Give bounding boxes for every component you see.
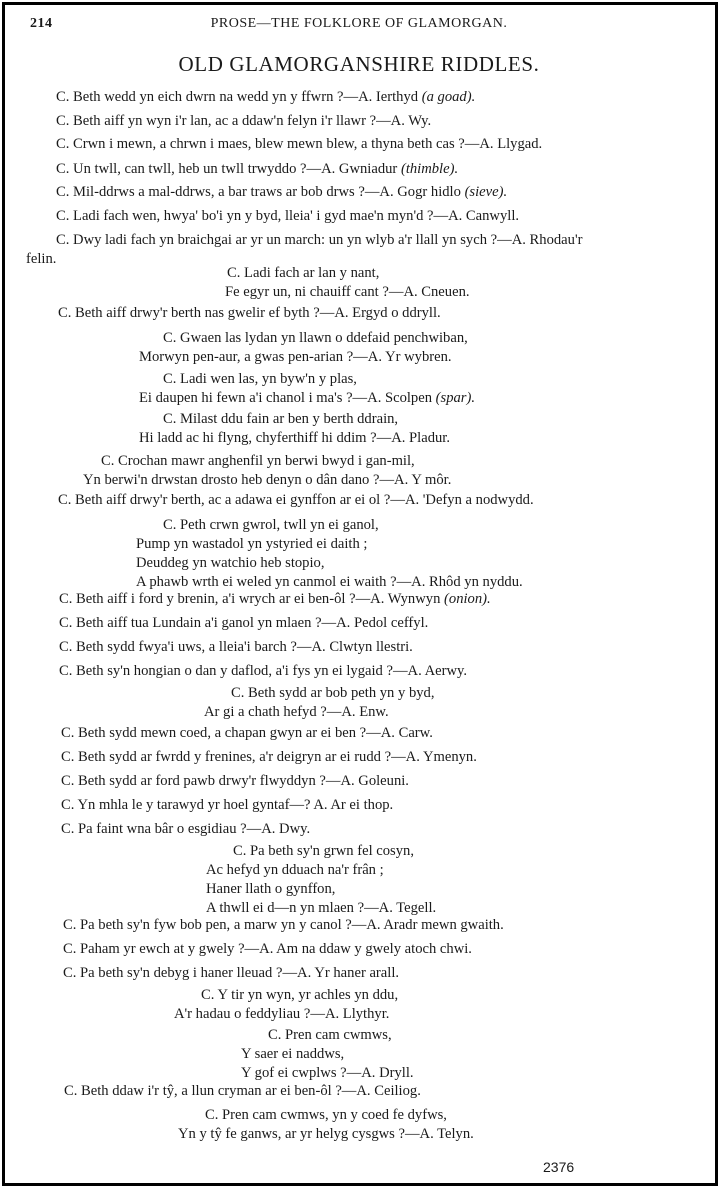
running-title: PROSE—THE FOLKLORE OF GLAMORGAN. bbox=[210, 16, 508, 31]
riddle-question: C. Y tir yn wyn, yr achles yn ddu, bbox=[201, 987, 399, 1003]
riddle-30 bbox=[174, 986, 399, 1024]
riddle-question: C. Peth crwn gwrol, twll yn ei ganol, bbox=[163, 517, 379, 533]
riddle-question: C. Beth aiff i ford y brenin, a'i wrych ar ei ben-ôl ?—A. Wynwyn (onion). bbox=[59, 591, 491, 607]
riddle-23 bbox=[61, 772, 409, 791]
riddle-question: C. Pa beth sy'n fyw bob pen, a marw yn y canol ?—A. Aradr mewn gwaith. bbox=[63, 917, 504, 933]
riddle-question: C. Milast ddu fain ar ben y berth ddrain, bbox=[163, 411, 399, 427]
riddle-note: (onion). bbox=[444, 591, 491, 607]
riddle-2 bbox=[56, 112, 431, 131]
riddle-22 bbox=[61, 748, 477, 767]
riddle-5 bbox=[56, 183, 507, 202]
riddle-line: A phawb wrth ei weled yn canmol ei waith ?—A. Rhôd yn nyddu. bbox=[136, 574, 523, 590]
riddle-line: Ac hefyd yn dduach na'r frân ; bbox=[206, 862, 384, 878]
riddle-line: Yn y tŷ fe ganws, ar yr helyg cysgws ?—A. Telyn. bbox=[178, 1126, 474, 1142]
riddle-question: C. Beth aiff tua Lundain a'i ganol yn mlaen ?—A. Pedol ceffyl. bbox=[59, 615, 429, 631]
riddle-question: C. Beth aiff drwy'r berth nas gwelir ef byth ?—A. Ergyd o ddryll. bbox=[58, 305, 441, 321]
riddle-28 bbox=[63, 940, 472, 959]
riddle-17 bbox=[59, 614, 428, 633]
riddle-32 bbox=[64, 1082, 421, 1101]
riddle-12 bbox=[139, 410, 451, 448]
page-title: OLD GLAMORGANSHIRE RIDDLES. bbox=[178, 52, 540, 76]
riddle-27 bbox=[63, 916, 504, 935]
riddle-31 bbox=[241, 1026, 414, 1083]
riddle-line: Haner llath o gynffon, bbox=[206, 881, 336, 897]
riddle-question: C. Mil-ddrws a mal-ddrws, a bar traws ar bob drws ?—A. Gogr hidlo (sieve). bbox=[56, 184, 508, 200]
riddle-line: Y gof ei cwplws ?—A. Dryll. bbox=[241, 1065, 414, 1081]
riddle-question: C. Crochan mawr anghenfil yn berwi bwyd i gan-mil, bbox=[101, 453, 415, 469]
riddle-24 bbox=[61, 796, 393, 815]
riddle-question: C. Beth sydd ar fwrdd y frenines, a'r deigryn ar ei rudd ?—A. Ymenyn. bbox=[61, 749, 477, 765]
page-number: 214 bbox=[30, 16, 53, 31]
riddle-19 bbox=[59, 662, 467, 681]
riddle-note: (sieve). bbox=[464, 184, 508, 200]
riddle-question: C. Pa faint wna bâr o esgidiau ?—A. Dwy. bbox=[61, 821, 311, 837]
riddle-question: C. Beth sy'n hongian o dan y daflod, a'i fys yn ei lygaid ?—A. Aerwy. bbox=[59, 663, 468, 679]
riddle-11 bbox=[139, 370, 475, 408]
riddle-question: C. Ladi fach wen, hwya' bo'i yn y byd, lleia' i gyd mae'n myn'd ?—A. Canwyll. bbox=[56, 208, 520, 224]
riddle-20 bbox=[204, 684, 435, 722]
riddle-question: C. Pren cam cwmws, bbox=[268, 1027, 392, 1043]
archive-number: 2376 bbox=[543, 1159, 575, 1175]
riddle-question: C. Un twll, can twll, heb un twll trwyddo ?—A. Gwniadur (thimble). bbox=[56, 161, 459, 177]
riddle-question: C. Crwn i mewn, a chrwn i maes, blew mewn blew, a thyna beth cas ?—A. Llygad. bbox=[56, 136, 543, 152]
riddle-question: C. Paham yr ewch at y gwely ?—A. Am na ddaw y gwely atoch chwi. bbox=[63, 941, 472, 957]
riddle-line: Ar gi a chath hefyd ?—A. Enw. bbox=[204, 704, 389, 720]
riddle-question: C. Gwaen las lydan yn llawn o ddefaid penchwiban, bbox=[163, 330, 468, 346]
riddle-question: C. Pa beth sy'n grwn fel cosyn, bbox=[233, 843, 414, 859]
riddle-line: A'r hadau o feddyliau ?—A. Llythyr. bbox=[174, 1006, 390, 1022]
riddle-note: (thimble). bbox=[400, 161, 459, 177]
riddle-line: Ei daupen hi fewn a'i chanol i ma's ?—A. Scolpen (spar). bbox=[139, 390, 475, 406]
riddle-8 bbox=[227, 264, 470, 302]
riddle-4 bbox=[56, 160, 458, 179]
riddle-line: Y saer ei naddws, bbox=[241, 1046, 345, 1062]
riddle-question: C. Beth sydd fwya'i uws, a lleia'i barch ?—A. Clwtyn llestri. bbox=[59, 639, 413, 655]
riddle-29 bbox=[63, 964, 399, 983]
riddle-question: C. Beth wedd yn eich dwrn na wedd yn y ffwrn ?—A. Ierthyd (a goad). bbox=[56, 89, 476, 105]
riddle-25 bbox=[61, 820, 310, 839]
riddle-33 bbox=[178, 1106, 474, 1144]
riddle-question: C. Dwy ladi fach yn braichgai ar yr un march: un yn wlyb a'r llall yn sych ?—A. Rhodau'r bbox=[56, 232, 583, 248]
riddle-line: Morwyn pen-aur, a gwas pen-arian ?—A. Yr wybren. bbox=[139, 349, 452, 365]
riddle-question: C. Beth sydd ar bob peth yn y byd, bbox=[231, 685, 435, 701]
riddle-question: C. Beth ddaw i'r tŷ, a llun cryman ar ei ben-ôl ?—A. Ceiliog. bbox=[64, 1083, 421, 1099]
riddle-line: A thwll ei d—n yn mlaen ?—A. Tegell. bbox=[206, 900, 437, 916]
riddle-question: C. Yn mhla le y tarawyd yr hoel gyntaf—? A. Ar ei thop. bbox=[61, 797, 394, 813]
riddle-line: Fe egyr un, ni chauiff cant ?—A. Cneuen. bbox=[225, 284, 470, 300]
riddle-question: C. Pren cam cwmws, yn y coed fe dyfws, bbox=[205, 1107, 447, 1123]
riddle-1 bbox=[56, 88, 475, 107]
riddle-21 bbox=[61, 724, 433, 743]
riddle-line: Hi ladd ac hi flyng, chyferthiff hi ddim ?—A. Pladur. bbox=[139, 430, 451, 446]
riddle-3 bbox=[56, 135, 542, 154]
riddle-6 bbox=[56, 207, 519, 226]
riddle-26 bbox=[206, 842, 437, 918]
riddle-question: C. Beth sydd ar ford pawb drwy'r flwyddyn ?—A. Goleuni. bbox=[61, 773, 409, 789]
riddle-question: C. Beth sydd mewn coed, a chapan gwyn ar ei ben ?—A. Carw. bbox=[61, 725, 433, 741]
riddle-question: C. Beth aiff yn wyn i'r lan, ac a ddaw'n felyn i'r llawr ?—A. Wy. bbox=[56, 113, 432, 129]
riddle-line: felin. bbox=[26, 251, 57, 267]
riddle-line: Deuddeg yn watchio heb stopio, bbox=[136, 555, 325, 571]
riddle-question: C. Ladi fach ar lan y nant, bbox=[227, 265, 380, 281]
riddle-9 bbox=[58, 304, 441, 323]
riddle-question: C. Ladi wen las, yn byw'n y plas, bbox=[163, 371, 357, 387]
riddle-10 bbox=[139, 329, 468, 367]
riddle-18 bbox=[59, 638, 413, 657]
riddle-13 bbox=[83, 452, 452, 490]
riddle-16 bbox=[59, 590, 491, 609]
riddle-note: (spar). bbox=[435, 390, 475, 406]
riddle-question: C. Beth aiff drwy'r berth, ac a adawa ei gynffon ar ei ol ?—A. 'Defyn a nodwydd. bbox=[58, 492, 534, 508]
riddle-14 bbox=[58, 491, 534, 510]
riddle-line: Pump yn wastadol yn ystyried ei daith ; bbox=[136, 536, 368, 552]
riddle-note: (a goad). bbox=[421, 89, 476, 105]
riddle-question: C. Pa beth sy'n debyg i haner lleuad ?—A. Yr haner arall. bbox=[63, 965, 400, 981]
riddle-line: Yn berwi'n drwstan drosto heb denyn o dân dano ?—A. Y môr. bbox=[83, 472, 452, 488]
riddle-15 bbox=[136, 516, 523, 592]
